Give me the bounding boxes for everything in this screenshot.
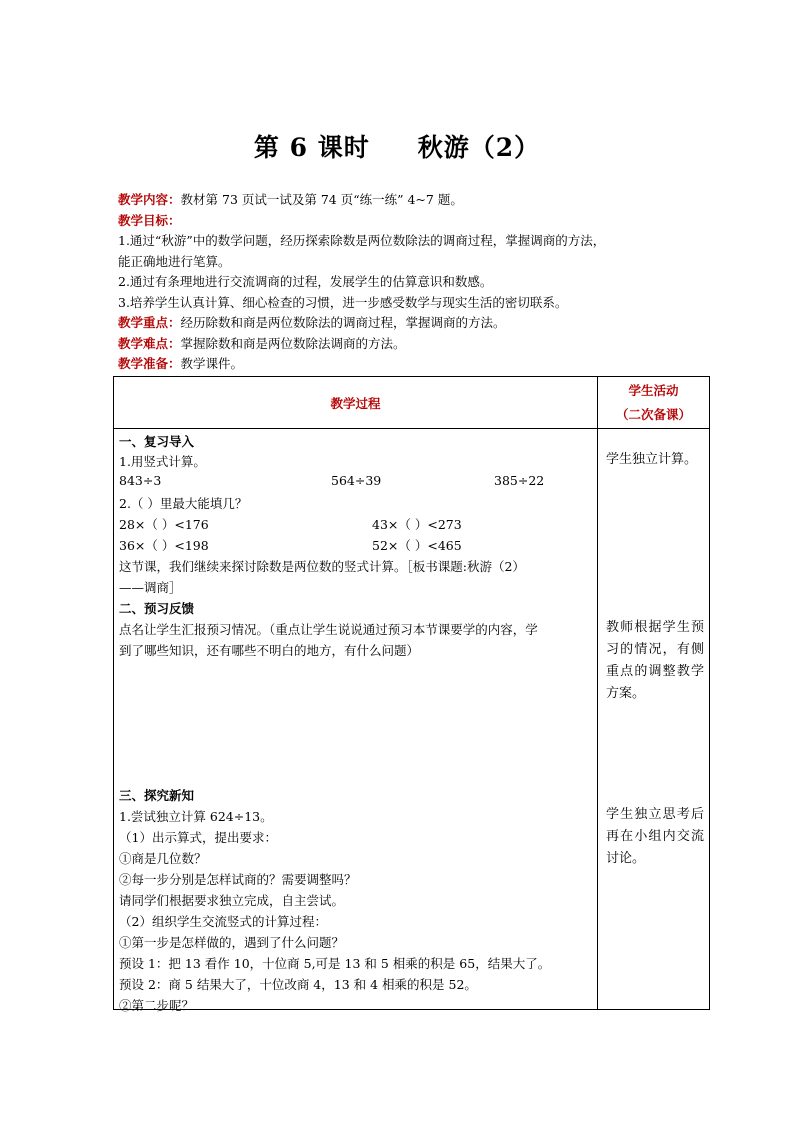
- explore-line-7: ①第一步是怎样做的，遇到了什么问题？: [119, 935, 345, 950]
- lesson-table: [113, 376, 710, 1013]
- lesson-topic: 秋游（2）: [417, 133, 541, 162]
- table-header-row: [114, 377, 710, 429]
- activity-note-2: 教师根据学生预习的情况，有侧重点的调整教学方案。: [606, 620, 704, 701]
- process-cell: [114, 429, 598, 1013]
- explore-line-9: 预设 2：商 5 结果大了，十位改商 4，13 和 4 相乘的积是 52。: [119, 977, 477, 992]
- activity-cell: [598, 429, 710, 1010]
- key-text: 经历除数和商是两位数除法的调商过程，掌握调商的方法。: [180, 315, 506, 330]
- difficulty-text: 掌握除数和商是两位数除法调商的方法。: [180, 335, 406, 351]
- goal-2: 2.通过有条理地进行交流调商的过程，发展学生的估算意识和数感。: [118, 274, 493, 289]
- lesson-number: 第 6 课时: [253, 133, 370, 162]
- section-explore-title: 三、探究新知: [119, 788, 195, 803]
- explore-line-5: 请同学们根据要求独立完成，自主尝试。: [119, 893, 345, 908]
- goal-1a: 1.通过“秋游”中的数学问题，经历探索除数是两位数除法的调商过程，掌握调商的方法，: [118, 233, 606, 248]
- explore-line-8: 预设 1：把 13 看作 10，十位商 5,可是 13 和 5 相乘的积是 65，结果大了。: [119, 956, 551, 971]
- page-title: [0, 128, 794, 164]
- content-text: 教材第 73 页试一试及第 74 页“练一练” 4~7 题。: [180, 192, 463, 207]
- section-preview-title: 二、预习反馈: [119, 601, 195, 616]
- prep-label: 教学准备：: [118, 356, 181, 371]
- activity-note-1: 学生独立计算。: [606, 452, 698, 467]
- explore-line-6: （2）组织学生交流竖式的计算过程：: [119, 914, 327, 929]
- explore-line-1: 1.尝试独立计算 624÷13。: [119, 809, 273, 824]
- goal-3: 3.培养学生认真计算、细心检查的习惯，进一步感受数学与现实生活的密切联系。: [118, 294, 568, 310]
- fill-1b: 43×（ ）<273: [372, 517, 462, 532]
- calc-3: 385÷22: [494, 473, 545, 488]
- calc-2: 564÷39: [331, 473, 382, 488]
- header-activity: [598, 377, 710, 429]
- goals-line: [118, 211, 718, 232]
- content-line: [118, 190, 718, 211]
- header-activity-title: 学生活动: [628, 382, 679, 398]
- prep-line: [118, 354, 718, 375]
- fill-1a: 28×（ ）<176: [119, 517, 209, 532]
- difficulty-label: 教学难点：: [118, 335, 181, 351]
- preview-line-2: 到了哪些知识，还有哪些不明白的地方，有什么问题）: [119, 643, 420, 658]
- explore-line-4: ②每一步分别是怎样试商的？需要调整吗？: [119, 872, 357, 887]
- review-line-6: 这节课，我们继续来探讨除数是两位数的竖式计算。［板书课题:秋游（2）: [119, 559, 525, 574]
- fill-2b: 52×（ ）<465: [372, 538, 462, 553]
- calc-1: 843÷3: [119, 473, 162, 488]
- preview-line-1: 点名让学生汇报预习情况。（重点让学生说说通过预习本节课要学的内容，学: [119, 622, 538, 637]
- section-review-title: 一、复习导入: [119, 434, 195, 449]
- header-activity-sub: （二次备课）: [615, 406, 691, 422]
- table-body-row: [114, 429, 710, 1010]
- activity-note-3: 学生独立思考后再在小组内交流讨论。: [606, 807, 704, 866]
- goals-label: 教学目标：: [118, 212, 181, 228]
- header-process: 教学过程: [114, 377, 598, 429]
- explore-line-3: ①商是几位数？: [119, 851, 207, 866]
- key-label: 教学重点：: [118, 315, 181, 330]
- explore-line-10: ②第二步呢？: [119, 998, 195, 1013]
- lesson-meta: [118, 190, 718, 375]
- prep-text: 教学课件。: [180, 356, 244, 371]
- explore-line-2: （1）出示算式，提出要求：: [119, 830, 277, 845]
- goal-1b: 能正确地进行笔算。: [118, 253, 231, 269]
- review-line-1: 1.用竖式计算。: [119, 454, 206, 469]
- review-line-7: ——调商］: [119, 580, 182, 595]
- fill-2a: 36×（ ）<198: [119, 538, 209, 553]
- review-line-3: 2.（ ）里最大能填几？: [119, 496, 248, 511]
- difficulty-line: [118, 334, 718, 355]
- key-line: [118, 313, 718, 334]
- content-label: 教学内容：: [118, 192, 181, 207]
